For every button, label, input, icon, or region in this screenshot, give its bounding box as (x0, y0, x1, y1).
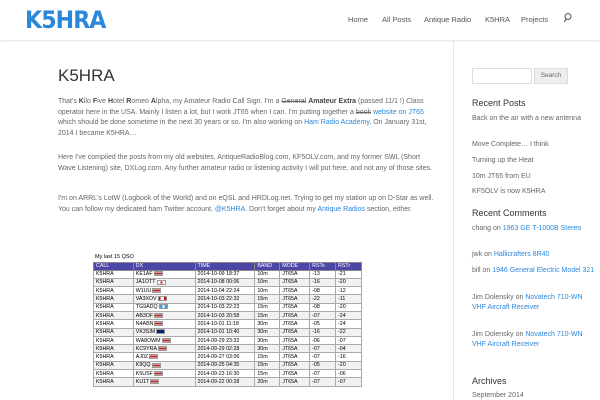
qso-rstr: -11 (336, 295, 362, 303)
col-rstr: RSTr (336, 263, 362, 271)
col-mode: MODE (280, 263, 310, 271)
qso-rsts: -07 (310, 378, 336, 386)
qso-mode: JT65A (280, 378, 310, 386)
qso-rsts: -07 (310, 370, 336, 378)
qso-call: K5HRA (94, 336, 134, 344)
intro-paragraph: That's Kilo Five Hotel Romeo Alpha, my Amateur Radio Call Sign. I'm a General Amateur Extra (passed 11/1 !) Class operator here in the USA. Mainly I listen a lot, but I work JT65 when I can. I'm putting together a book website on JT65 which should be done sometime in the next 30 years or so. I'm also working on Ham Radio Academy. On January 31st, 2014 I became K5HRA… (58, 98, 427, 137)
jp-flag-icon (157, 280, 166, 285)
nav-projects[interactable]: Projects (521, 15, 549, 24)
jt65-website-link[interactable]: website on JT65 (372, 108, 424, 116)
qso-band: 10m (255, 287, 280, 295)
qso-call: K5HRA (94, 270, 134, 278)
qso-rstr: -20 (336, 278, 362, 286)
qso-rstr: -20 (336, 303, 362, 311)
qso-row (94, 370, 362, 378)
qso-dx: N4ABN (133, 320, 195, 328)
site-logo[interactable]: K5HRA (25, 6, 106, 34)
qso-band: 15m (255, 353, 280, 361)
qso-band: 30m (255, 320, 280, 328)
comment-item: chang on 1963 GE T-1000B Stereo (472, 225, 582, 232)
comment-post-link[interactable]: Novatech 710-WN VHF Aircraft Receiver (472, 294, 583, 311)
recent-post-link[interactable]: 10m JT65 from EU (472, 173, 531, 180)
site-header (0, 0, 600, 40)
col-rsts: RSTs (310, 263, 336, 271)
col-time: TIME (195, 263, 255, 271)
qso-rsts: -06 (310, 336, 336, 344)
qso-time: 2014-10-03 22:32 (195, 295, 255, 303)
comment-item: bill on 1946 General Electric Model 321 (472, 267, 595, 274)
qso-rsts: -07 (310, 353, 336, 361)
qso-row (94, 361, 362, 369)
qso-row (94, 303, 362, 311)
nav-all-posts[interactable]: All Posts (382, 15, 412, 24)
qso-call: K5HRA (94, 295, 134, 303)
comment-post-link[interactable]: Novatech 710-WN VHF Aircraft Receiver (472, 331, 583, 348)
qso-time: 2014-10-01 11:18 (195, 320, 255, 328)
us-flag-icon (154, 271, 163, 276)
page-title: K5HRA (58, 66, 115, 85)
qso-rstr: -07 (336, 378, 362, 386)
col-band: BAND (255, 263, 280, 271)
qso-time: 2014-09-29 02:28 (195, 345, 255, 353)
qso-row (94, 345, 362, 353)
qso-time: 2014-09-22 00:28 (195, 378, 255, 386)
qso-dx: TG9ADQ (133, 303, 195, 311)
us-flag-icon (149, 354, 158, 359)
qso-band: 10m (255, 278, 280, 286)
ca-flag-icon (158, 296, 167, 301)
sidebar-divider (453, 41, 454, 400)
qso-dx: K9QQ (133, 361, 195, 369)
us-flag-icon (152, 363, 161, 368)
qso-row (94, 328, 362, 336)
comment-post-link[interactable]: Hallicrafters 8R40 (493, 251, 550, 258)
us-flag-icon (162, 338, 171, 343)
qso-band: 30m (255, 345, 280, 353)
ham-radio-academy-link[interactable]: Ham Radio Academy (304, 119, 370, 126)
qso-dx: JA1OTT (133, 278, 195, 286)
qso-call: K5HRA (94, 328, 134, 336)
qso-rstr: -24 (336, 320, 362, 328)
qso-rsts: -05 (310, 320, 336, 328)
qso-mode: JT65A (280, 345, 310, 353)
qso-band: 15m (255, 303, 280, 311)
qso-time: 2014-09-27 03:06 (195, 353, 255, 361)
twitter-link[interactable]: @K5HRA (214, 205, 246, 213)
qso-row (94, 295, 362, 303)
nav-k5hra[interactable]: K5HRA (485, 15, 511, 24)
archive-link[interactable]: September 2014 (472, 392, 524, 399)
search-input[interactable] (472, 68, 532, 84)
qso-mode: JT65A (280, 287, 310, 295)
us-flag-icon (154, 371, 163, 376)
qso-row (94, 270, 362, 278)
recent-posts-heading: Recent Posts (472, 98, 526, 108)
nav-home[interactable]: Home (348, 15, 369, 24)
gt-flag-icon (159, 304, 168, 309)
qso-time: 2014-09-29 23:32 (195, 336, 255, 344)
qso-rstr: -20 (336, 361, 362, 369)
qso-call: K5HRA (94, 320, 134, 328)
qso-rstr: -07 (336, 336, 362, 344)
antique-radios-link[interactable]: Antique Radios (317, 205, 365, 213)
col-dx: DX (133, 263, 195, 271)
qso-rsts: -16 (310, 278, 336, 286)
qso-mode: JT65A (280, 278, 310, 286)
qso-rsts: -13 (310, 270, 336, 278)
qso-rstr: -22 (336, 328, 362, 336)
qso-band: 10m (255, 270, 280, 278)
qso-time: 2014-10-08 00:06 (195, 278, 255, 286)
qso-mode: JT65A (280, 353, 310, 361)
qso-call: K5HRA (94, 353, 134, 361)
recent-post-link[interactable]: Back on the air with a new antenna (472, 115, 581, 122)
archives-heading: Archives (472, 376, 507, 386)
qso-band: 15m (255, 311, 280, 319)
qso-table (93, 262, 362, 387)
qso-rstr: -21 (336, 270, 362, 278)
qso-rstr: -16 (336, 353, 362, 361)
qso-mode: JT65A (280, 295, 310, 303)
qso-rsts: -22 (310, 295, 336, 303)
qso-dx: W1UU (133, 287, 195, 295)
qso-rstr: -04 (336, 345, 362, 353)
qso-dx: KC9YRA (133, 345, 195, 353)
qso-dx: VK3SIM (133, 328, 195, 336)
au-flag-icon (156, 329, 165, 334)
qso-time: 2014-09-23 16:30 (195, 370, 255, 378)
qso-rsts: -16 (310, 328, 336, 336)
us-flag-icon (150, 379, 159, 384)
qso-dx: KE1AF (133, 270, 195, 278)
qso-dx: K5USF (133, 370, 195, 378)
qso-row (94, 378, 362, 386)
qso-band: 30m (255, 336, 280, 344)
search-button[interactable]: Search (534, 68, 568, 84)
qso-mode: JT65A (280, 370, 310, 378)
qso-call: K5HRA (94, 345, 134, 353)
qso-row (94, 287, 362, 295)
qso-mode: JT65A (280, 270, 310, 278)
qso-call: K5HRA (94, 378, 134, 386)
qso-dx: WA8OWM (133, 336, 195, 344)
comment-post-link[interactable]: 1963 GE T-1000B Stereo (502, 225, 582, 232)
qso-rstr: -12 (336, 287, 362, 295)
us-flag-icon (154, 321, 163, 326)
comment-post-link[interactable]: 1946 General Electric Model 321 (492, 267, 595, 274)
comment-item: Jim Dolensky on Novatech 710-WN VHF Aircraft Receiver (472, 294, 583, 311)
us-flag-icon (158, 346, 167, 351)
qso-call: K5HRA (94, 311, 134, 319)
qso-time: 2014-09-25 04:35 (195, 361, 255, 369)
qso-rsts: -07 (310, 311, 336, 319)
qso-rsts: -07 (310, 345, 336, 353)
qso-row (94, 311, 362, 319)
qso-dx: KU1T (133, 378, 195, 386)
search-icon[interactable] (564, 12, 574, 24)
qso-call: K5HRA (94, 287, 134, 295)
qso-row (94, 336, 362, 344)
qso-dx: VA3XOV (133, 295, 195, 303)
recent-post-link[interactable]: KF5OLV is now K5HRA (472, 188, 546, 195)
qso-mode: JT65A (280, 361, 310, 369)
qso-rstr: -06 (336, 370, 362, 378)
qso-time: 2014-10-03 20:58 (195, 311, 255, 319)
qso-band: 15m (255, 295, 280, 303)
qso-mode: JT65A (280, 336, 310, 344)
qso-title: My last 15 QSO (95, 254, 134, 260)
qso-dx: AB3OF (133, 311, 195, 319)
comment-item: Jim Dolensky on Novatech 710-WN VHF Aircraft Receiver (472, 331, 583, 348)
qso-rsts: -08 (310, 287, 336, 295)
comment-item: jwk on Hallicrafters 8R40 (472, 251, 550, 258)
qso-call: K5HRA (94, 303, 134, 311)
qso-band: 15m (255, 361, 280, 369)
qso-call: K5HRA (94, 361, 134, 369)
qso-call: K5HRA (94, 370, 134, 378)
qso-header-row (94, 263, 362, 271)
lotw-paragraph: I'm on ARRL's LotW (Logbook of the World) and on eQSL and HRDLog.net. Trying to get my station up on D-Star as well. You can follow my dedicated ham Twitter account, @K5HRA. Don't forget about my Antique Radios section, either. (58, 195, 434, 213)
qso-rsts: -05 (310, 361, 336, 369)
qso-row (94, 320, 362, 328)
qso-time: 2014-10-01 10:40 (195, 328, 255, 336)
history-paragraph: Here I've compiled the posts from my old websites, AntiqueRadioBlog.com, KF5OLV.com, and my former SWL (Short Wave Listening) site, DXLog.com. Any further amateur radio or listening activity I will put here, and not any of those sites. (58, 154, 433, 172)
qso-band: 20m (255, 378, 280, 386)
recent-post-link[interactable]: Move Complete… I think (472, 141, 549, 148)
qso-rsts: -08 (310, 303, 336, 311)
us-flag-icon (154, 313, 163, 318)
qso-row (94, 353, 362, 361)
recent-comments-heading: Recent Comments (472, 208, 547, 218)
us-flag-icon (152, 288, 161, 293)
qso-mode: JT65A (280, 311, 310, 319)
qso-band: 15m (255, 370, 280, 378)
recent-post-link[interactable]: Turning up the Heat (472, 157, 534, 164)
qso-mode: JT65A (280, 303, 310, 311)
qso-dx: AJ0Z (133, 353, 195, 361)
qso-row (94, 278, 362, 286)
qso-mode: JT65A (280, 320, 310, 328)
qso-time: 2014-10-09 18:37 (195, 270, 255, 278)
col-call: CALL (94, 263, 134, 271)
qso-call: K5HRA (94, 278, 134, 286)
qso-mode: JT65A (280, 328, 310, 336)
qso-time: 2014-10-03 22:23 (195, 303, 255, 311)
qso-band: 30m (255, 328, 280, 336)
qso-widget (93, 253, 362, 400)
qso-time: 2014-10-04 22:24 (195, 287, 255, 295)
qso-rstr: -24 (336, 311, 362, 319)
nav-antique-radio[interactable]: Antique Radio (424, 15, 472, 24)
